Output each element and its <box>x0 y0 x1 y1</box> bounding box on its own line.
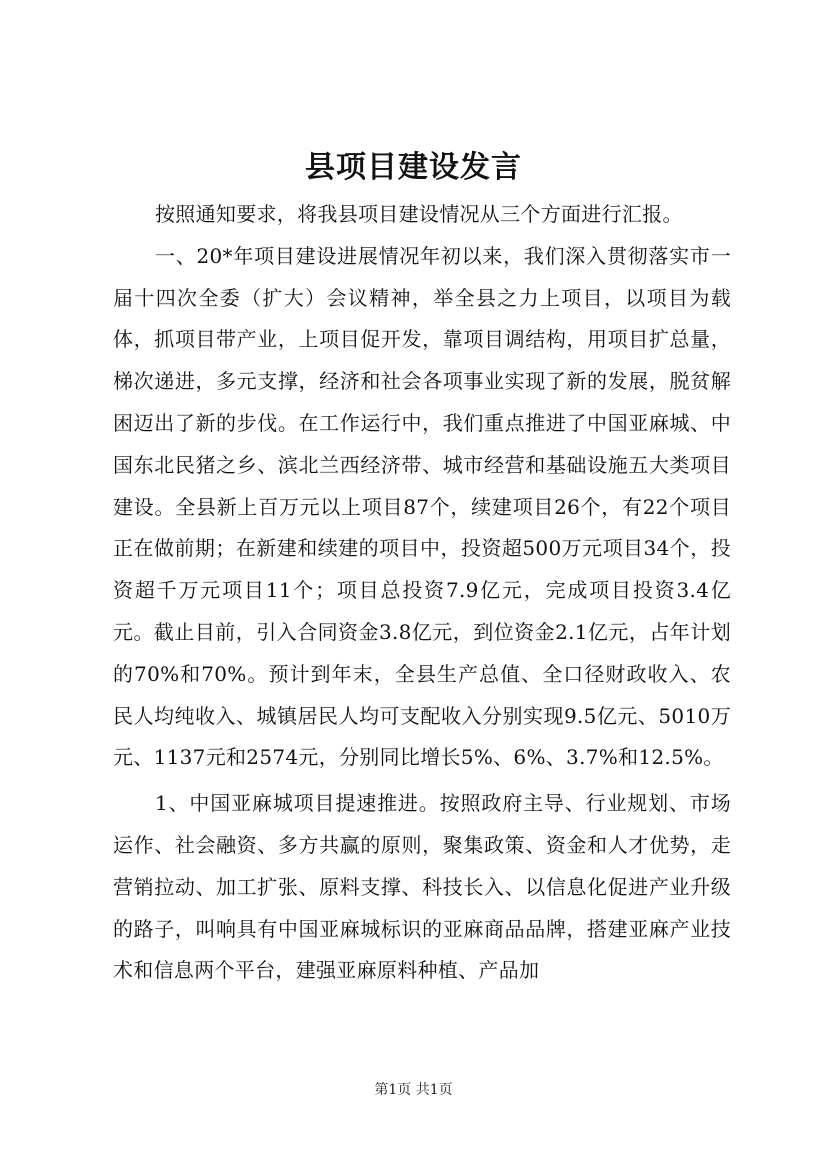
page-footer: 第1页 共1页 <box>374 1082 453 1098</box>
section-one-paragraph: 一、20*年项目建设进展情况年初以来，我们深入贯彻落实市一届十四次全委（扩大）会议精神，举全县之力上项目，以项目为载体，抓项目带产业，上项目促开发，靠项目调结构，用项目扩总量，梯次递进，多元支撑，经济和社会各项事业实现了新的发展，脱贫解困迈出了新的步伐。在工作运行中，我们重点推进了中国亚麻城、中国东北民猪之乡、滨北兰西经济带、城市经营和基础设施五大类项目建设。全县新上百万元以上项目87个，续建项目26个，有22个项目正在做前期；在新建和续建的项目中，投资超500万元项目34个，投资超千万元项目11个；项目总投资7.9亿元，完成项目投资3.4亿元。截止目前，引入合同资金3.8亿元，到位资金2.1亿元，占年计划的70%和70%。预计到年末，全县生产总值、全口径财政收入、农民人均纯收入、城镇居民人均可支配收入分别实现9.5亿元、5010万元、1137元和2574元，分别同比增长5%、6%、3.7%和12.5%。 <box>113 243 731 770</box>
flax-city-paragraph: 1、中国亚麻城项目提速推进。按照政府主导、行业规划、市场运作、社会融资、多方共赢的原则，聚集政策、资金和人才优势，走营销拉动、加工扩张、原料支撑、科技长入、以信息化促进产业升级的路子，叫响具有中国亚麻城标识的亚麻商品品牌，搭建亚麻产业技术和信息两个平台，建强亚麻原料种植、产品加 <box>113 791 731 983</box>
document-body <box>113 194 731 992</box>
intro-paragraph: 按照通知要求，将我县项目建设情况从三个方面进行汇报。 <box>155 202 683 226</box>
document-title: 县项目建设发言 <box>305 150 522 185</box>
